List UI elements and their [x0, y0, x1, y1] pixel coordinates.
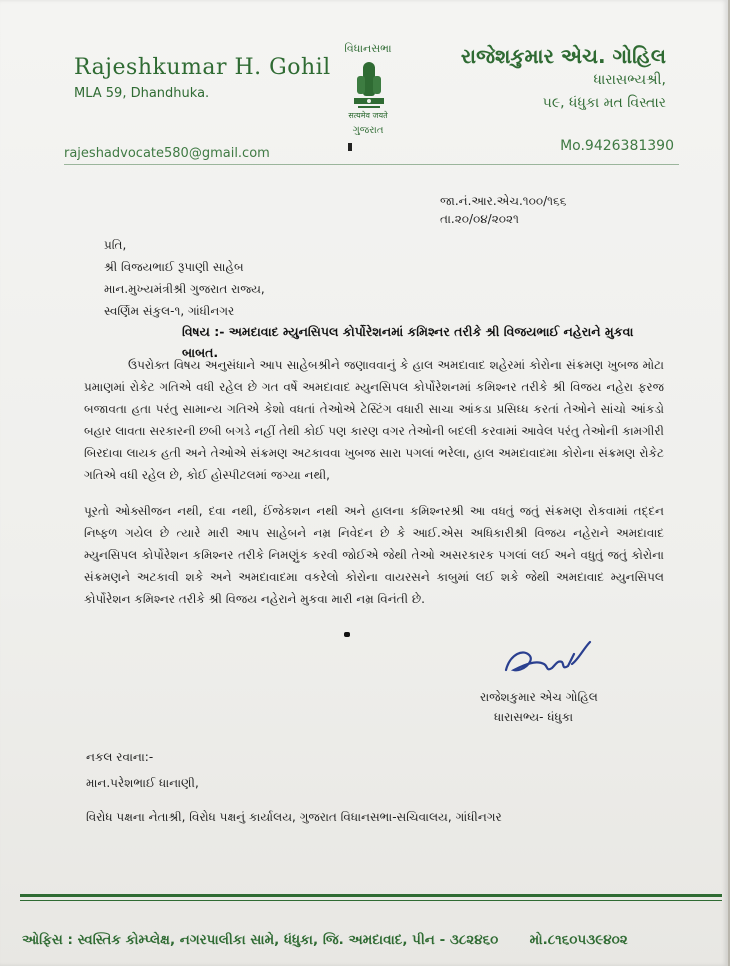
- letterhead-mla-english: MLA 59, Dhandhuka.: [74, 86, 210, 101]
- reference-number: જા.નં.આર.એચ.૧૦૦/૧૬૬: [440, 194, 567, 208]
- footer-divider-thin: [20, 900, 722, 901]
- copy-recipient: માન.પરેશભાઈ ધાનાણી,: [86, 776, 199, 790]
- footer-divider-thick: [20, 894, 722, 897]
- footer-office-address: [22, 932, 722, 948]
- letterhead-role-gujarati: ધારાસભ્યશ્રી,: [593, 72, 666, 88]
- addressee-prati: પ્રતિ,: [104, 238, 127, 252]
- handwritten-signature: [500, 630, 600, 682]
- letterhead-email: rajeshadvocate580@gmail.com: [64, 146, 270, 161]
- footer-office: ઓફિસ : સ્વસ્તિક કોમ્પ્લેક્ષ, નગરપાલીકા સામે, ધંધુકા, જિ. અમદાવાદ, પીન - ૩૮૨૪૬૦: [22, 932, 499, 948]
- letter-subject: વિષય :- અમદાવાદ મ્યુનસિપલ કોર્પોરેશનમાં કમિશ્નર તરીકે શ્રી વિજયભાઈ નહેરાને મુકવા બાબત.: [182, 324, 634, 360]
- divider-mark: [348, 143, 352, 151]
- letterhead-name-english: Rajeshkumar H. Gohil: [74, 55, 331, 80]
- footer-mobile: મો.૮૧૬૦૫૩૯૪૦૨: [529, 932, 628, 948]
- addressee-name: શ્રી વિજયભાઈ રૂપાણી સાહેબ: [104, 260, 244, 274]
- letterhead-mobile: Mo.9426381390: [560, 138, 674, 154]
- copy-recipient-address: વિરોધ પક્ષના નેતાશ્રી, વિરોધ પક્ષનું કાર્યાલય, ગુજરાત વિધાનસભા-સચિવાલય, ગાંધીનગર: [86, 810, 502, 824]
- copy-label: નકલ રવાના:-: [86, 750, 154, 764]
- body-paragraph-1: ઉપરોક્ત વિષય અનુસંધાને આપ સાહેબશ્રીને જણાવવાનું કે હાલ અમદાવાદ શહેરમાં કોરોના સંક્રમણ ખુબજ મોટા પ્રમાણમાં રોકેટ ગતિએ વધી રહેલ છે ગત વર્ષે અમદાવાદ મ્યુનસિપલ કોર્પોરેશનમાં કમિશ્નર તરીકે શ્રી વિજય નહેરા ફરજ બજાવતા હતા પરંતુ સામાન્ય ગતિએ કેશો વધતાં તેઓએ ટેસ્ટિંગ વધારી સાચા આંકડા પ્રસિધ્ધ કરતાં તેઓને સાંચો આંકડો બહાર લાવતા સરકારની છબી બગડે નહીં તેથી કોઈ પણ કારણ વગર તેઓની બદલી કરવામાં આવેલ પરંતુ તેઓની કામગીરી બિરદાવા લાયક હતી અને તેઓએ સંક્રમણ અટકાવવા ખુબજ સારા પગલાં ભરેલા, હાલ અમદાવાદમા કોરોના સંક્રમણ રોકેટ ગતિએ વધી રહેલ છે, કોઈ હોસ્પીટલમાં જગ્યા નથી,: [84, 358, 664, 482]
- emblem-motto: सत्यमेव जयते: [348, 111, 388, 120]
- letterhead-name-gujarati: રાજેશકુમાર એચ. ગોહિલ: [460, 44, 666, 68]
- reference-date: તા.૨૦/૦૪/૨૦૨૧: [440, 212, 519, 226]
- emblem-bottom-label: ગુજરાત: [352, 125, 384, 136]
- addressee-address: સ્વર્ણિમ સંકુલ-૧, ગાંધીનગર: [104, 304, 235, 318]
- dot-mark: [344, 632, 350, 637]
- body-paragraph-2: પૂરતો ઓક્સીજન નથી, દવા નથી, ઈંજેકશન નથી અને હાલના કમિશ્નરશ્રી આ વધતું જતું સંક્રમણ રોકવામાં તદ્દન નિષ્ફળ ગયેલ છે ત્યારે મારી આપ સાહેબને નમ્ર નિવેદન છે કે આઈ.એસ અધિકારીશ્રી વિજય નહેરાને અમદાવાદ મ્યુનસિપલ કોર્પોરેશન કમિશ્નર તરીકે નિમણુંક કરવી જોઈએ જેથી તેઓ અસરકારક પગલાં લઈ અને વધુતું જતું કોરોના સંક્રમણને અટકાવી શકે અને અમદાવાદમા વકરેલો કોરોના વાયરસને કાબુમાં લઈ શકે જેથી અમદાવાદ મ્યુનસિપલ કોર્પોરેશન કમિશ્નર તરીકે શ્રી વિજય નહેરાને મુકવા મારી નમ્ર વિનંતી છે.: [84, 504, 664, 606]
- signatory-role: ધારાસભ્ય- ધંધુકા: [494, 710, 574, 724]
- emblem-title: વિધાનસભા: [344, 42, 392, 55]
- letter-body: [84, 354, 664, 610]
- addressee-designation: માન.મુખ્યમંત્રીશ્રી ગુજરાત રાજ્ય,: [104, 282, 265, 296]
- signatory-name: રાજેશકુમાર એચ ગોહિલ: [480, 690, 598, 704]
- letterhead-divider: [64, 164, 679, 165]
- letterhead-constituency-gujarati: ૫૯, ધંધુકા મત વિસ્તાર: [542, 95, 666, 111]
